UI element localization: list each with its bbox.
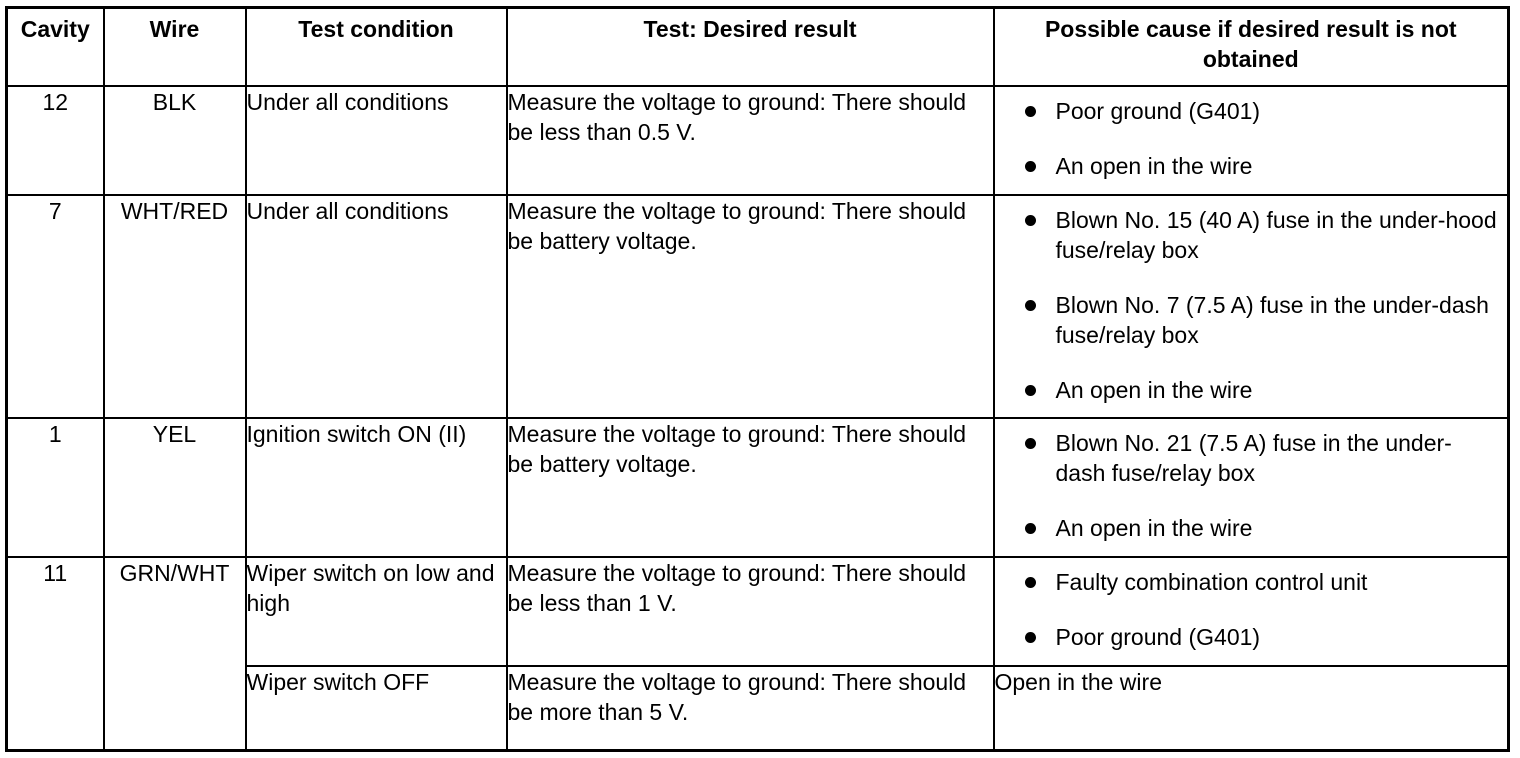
cause-item bbox=[1025, 205, 1498, 265]
bullet-icon bbox=[1025, 106, 1036, 117]
cause-text: Blown No. 21 (7.5 A) fuse in the under-dash fuse/relay box bbox=[1055, 430, 1452, 486]
table-row bbox=[7, 86, 1509, 195]
result-cell: Measure the voltage to ground: There should be battery voltage. bbox=[507, 195, 994, 418]
header-desired-result: Test: Desired result bbox=[507, 8, 994, 87]
condition-cell: Ignition switch ON (II) bbox=[246, 418, 507, 557]
condition-cell: Under all conditions bbox=[246, 195, 507, 418]
cause-cell bbox=[994, 195, 1509, 418]
cause-text: An open in the wire bbox=[1055, 515, 1253, 541]
cavity-cell: 7 bbox=[7, 195, 104, 418]
table-row bbox=[7, 557, 1509, 666]
result-cell: Measure the voltage to ground: There should be less than 1 V. bbox=[507, 557, 994, 666]
cavity-cell: 12 bbox=[7, 86, 104, 195]
cause-list bbox=[995, 558, 1508, 662]
cause-item bbox=[1025, 513, 1498, 543]
cause-text: Poor ground (G401) bbox=[1055, 624, 1261, 650]
diagnostic-table bbox=[5, 6, 1510, 752]
header-row bbox=[7, 8, 1509, 87]
cause-cell: Open in the wire bbox=[994, 666, 1509, 750]
bullet-icon bbox=[1025, 385, 1036, 396]
result-cell: Measure the voltage to ground: There should be battery voltage. bbox=[507, 418, 994, 557]
header-wire: Wire bbox=[104, 8, 246, 87]
wire-cell: YEL bbox=[104, 418, 246, 557]
cause-text: Blown No. 15 (40 A) fuse in the under-hood fuse/relay box bbox=[1055, 207, 1497, 263]
cause-text: Faulty combination control unit bbox=[1055, 569, 1368, 595]
cause-list bbox=[995, 196, 1508, 415]
cause-text: Poor ground (G401) bbox=[1055, 98, 1261, 124]
cavity-cell: 11 bbox=[7, 557, 104, 750]
cause-text: Blown No. 7 (7.5 A) fuse in the under-dash fuse/relay box bbox=[1055, 292, 1489, 348]
condition-cell: Under all conditions bbox=[246, 86, 507, 195]
bullet-icon bbox=[1025, 438, 1036, 449]
result-cell: Measure the voltage to ground: There should be less than 0.5 V. bbox=[507, 86, 994, 195]
cause-cell bbox=[994, 86, 1509, 195]
table-row bbox=[7, 418, 1509, 557]
wire-cell: WHT/RED bbox=[104, 195, 246, 418]
header-cavity: Cavity bbox=[7, 8, 104, 87]
cause-cell bbox=[994, 557, 1509, 666]
cause-text: An open in the wire bbox=[1055, 377, 1253, 403]
cause-list bbox=[995, 419, 1508, 553]
table-row bbox=[7, 195, 1509, 418]
wire-cell: GRN/WHT bbox=[104, 557, 246, 750]
bullet-icon bbox=[1025, 523, 1036, 534]
cause-item bbox=[1025, 96, 1498, 126]
wire-cell: BLK bbox=[104, 86, 246, 195]
cause-cell bbox=[994, 418, 1509, 557]
condition-cell: Wiper switch OFF bbox=[246, 666, 507, 750]
cause-item bbox=[1025, 290, 1498, 350]
result-cell: Measure the voltage to ground: There should be more than 5 V. bbox=[507, 666, 994, 750]
cause-text: An open in the wire bbox=[1055, 153, 1253, 179]
cause-item bbox=[1025, 428, 1498, 488]
bullet-icon bbox=[1025, 161, 1036, 172]
condition-cell: Wiper switch on low and high bbox=[246, 557, 507, 666]
header-test-condition: Test condition bbox=[246, 8, 507, 87]
bullet-icon bbox=[1025, 632, 1036, 643]
cause-list bbox=[995, 87, 1508, 191]
bullet-icon bbox=[1025, 215, 1036, 226]
cause-item bbox=[1025, 567, 1498, 597]
bullet-icon bbox=[1025, 577, 1036, 588]
cause-item bbox=[1025, 622, 1498, 652]
header-possible-cause: Possible cause if desired result is not obtained bbox=[994, 8, 1509, 87]
cause-item bbox=[1025, 375, 1498, 405]
cavity-cell: 1 bbox=[7, 418, 104, 557]
bullet-icon bbox=[1025, 300, 1036, 311]
cause-item bbox=[1025, 151, 1498, 181]
